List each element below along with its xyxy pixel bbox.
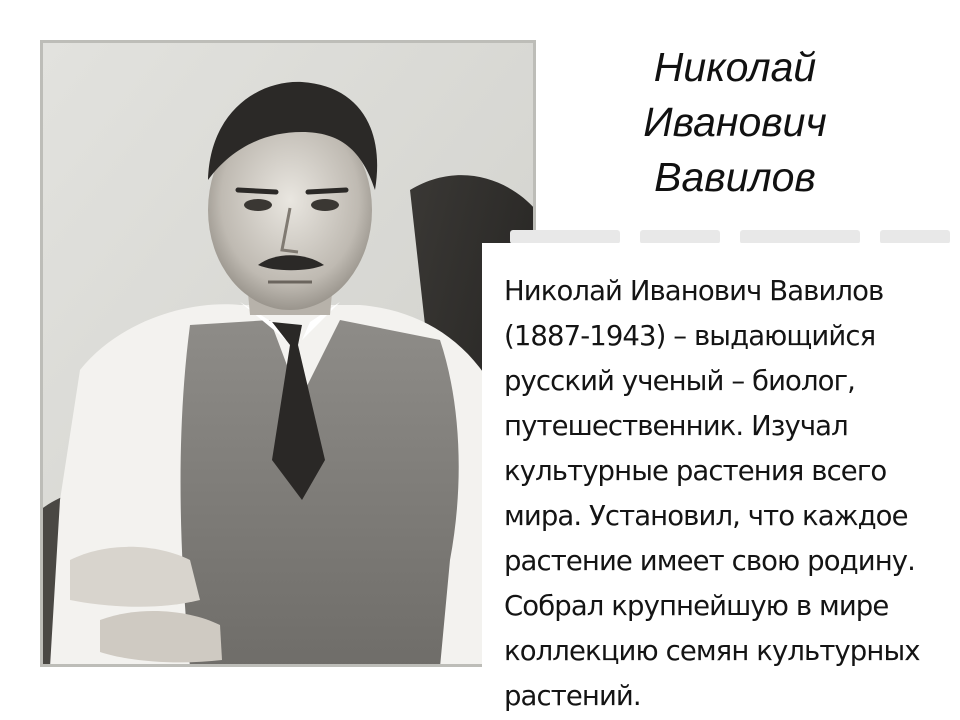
description-text [504,269,956,719]
portrait-photo [40,40,536,667]
description-line: (1887-1943) – выдающийся [504,320,876,352]
title-line: Иванович [643,99,827,145]
title-line: Вавилов [654,154,816,200]
description-line: растений. [504,680,641,712]
description-line: коллекцию семян культурных [504,635,920,667]
title-line: Николай [653,44,817,90]
description-line: мира. Установил, что каждое [504,500,908,532]
description-line: культурные растения всего [504,455,887,487]
description-line: Николай Иванович Вавилов [504,275,884,307]
description-line: растение имеет свою родину. [504,545,916,577]
description-line: путешественник. Изучал [504,410,848,442]
description-line: русский ученый – биолог, [504,365,855,397]
description-line: Собрал крупнейшую в мире [504,590,889,622]
slide-title [570,40,900,205]
description-box [482,243,960,720]
